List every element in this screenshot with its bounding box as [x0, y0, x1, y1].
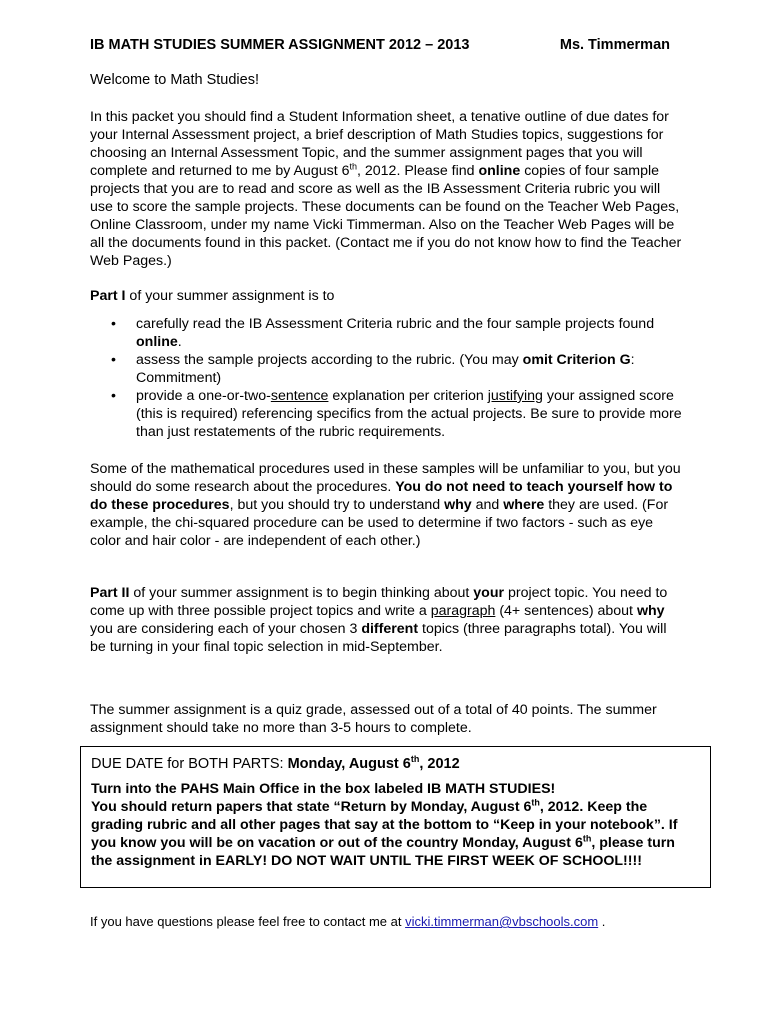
intro-text-1: In this packet you should find a Student Information sheet, a tenative outline of due dates for your Internal Assessment project, a brief description of Math Studies topics, suggestions for choosing an Internal Assessment Topic, and the summer assignment pages that you will complete and returned to me by August 6	[90, 109, 669, 179]
due-instructions	[91, 780, 700, 870]
turn-in-line: Turn into the PAHS Main Office in the box labeled IB MATH STUDIES!	[91, 781, 556, 797]
welcome-line: Welcome to Math Studies!	[90, 72, 259, 88]
email-link[interactable]: vicki.timmerman@vbschools.com	[405, 914, 599, 929]
part1-label: Part I	[90, 288, 126, 304]
intro-text-2: , 2012. Please find	[357, 163, 479, 179]
bullet-item-read: • carefully read the IB Assessment Criteria rubric and the four sample projects found online.	[111, 316, 655, 350]
intro-text-3: copies of four sample projects that you are to read and score as well as the IB Assessment Criteria rubric you will use to score the sample projects. These documents can be found on the Teacher Web Pages, Online Classroom, under my name Vicki Timmerman. Also on the Teacher Web Pages will be all the documents found in this packet. (Contact me if you do not know how to find the Teacher Web Pages.)	[90, 163, 682, 269]
due-date-line: DUE DATE for BOTH PARTS: Monday, August 6th, 2012	[91, 754, 460, 772]
return-instructions: You should return papers that state “Return by Monday, August 6th, 2012. Keep the grading rubric and all other pages that say at the bottom to “Keep in your notebook”. If you know you will be on vacation or out of the country Monday, August 6th, please turn the assignment in EARLY! DO NOT WAIT UNTIL THE FIRST WEEK OF SCHOOL!!!!	[91, 797, 678, 869]
intro-online: online	[478, 163, 521, 179]
part1-bullet-list	[90, 315, 690, 441]
grading-paragraph: The summer assignment is a quiz grade, assessed out of a total of 40 points. The summer assignment should take no more than 3-5 hours to complete.	[90, 702, 657, 736]
due-date-box	[80, 746, 711, 888]
intro-paragraph	[90, 108, 685, 270]
teacher-name: Ms. Timmerman	[559, 37, 670, 53]
part1-heading	[90, 288, 685, 304]
bullet-item-explain: • provide a one-or-two-sentence explanation per criterion justifying your assigned score (this is required) referencing specifics from the actual projects. Be sure to provide more than just restatements of the rubric requirements.	[111, 388, 682, 440]
procedures-paragraph: Some of the mathematical procedures used in these samples will be unfamiliar to you, but you should do some research about the procedures. You do not need to teach yourself how to do these procedures, but you should try to understand why and where they are used. (For example, the chi-squared procedure can be used to determine if two factors - such as eye color and hair color - are independent of each other.)	[90, 461, 681, 549]
intro-sup: th	[349, 161, 357, 172]
part1-text: of your summer assignment is to	[125, 288, 335, 304]
document-title: IB MATH STUDIES SUMMER ASSIGNMENT 2012 – 2013	[90, 37, 470, 53]
bullet-item-assess: • assess the sample projects according to the rubric. (You may omit Criterion G: Commitment)	[111, 352, 635, 386]
part2-paragraph: Part II of your summer assignment is to begin thinking about your project topic. You need to come up with three possible project topics and write a paragraph (4+ sentences) about why you are considering each of your chosen 3 different topics (three paragraphs total). You will be turning in your final topic selection in mid-September.	[90, 585, 668, 655]
contact-line: If you have questions please feel free to contact me at vicki.timmerman@vbschools.com .	[90, 914, 606, 929]
document-header	[90, 37, 670, 53]
